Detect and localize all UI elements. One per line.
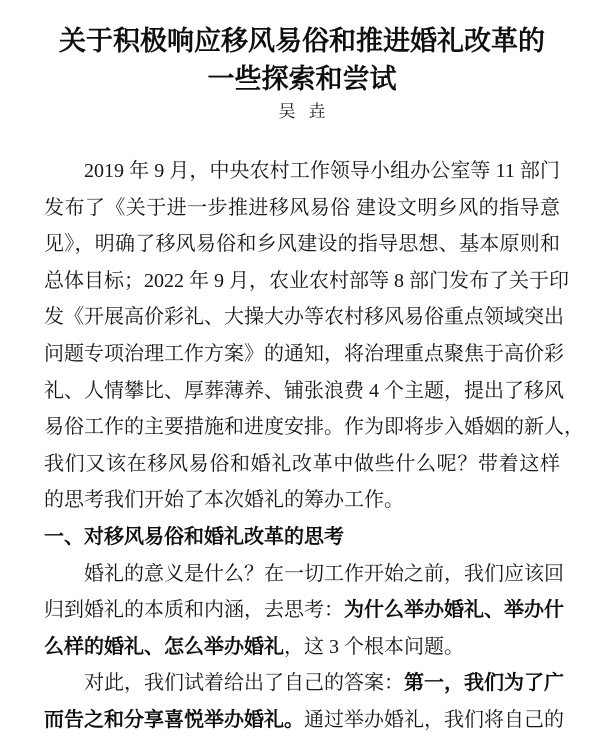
body-text-line <box>44 190 560 227</box>
body-text-line <box>44 373 564 410</box>
text-segment: 2019 年 9 月，中央农村工作领导小组办公室等 11 部门 <box>84 160 560 182</box>
paragraph <box>44 665 564 737</box>
body-text-line <box>44 482 560 519</box>
text-segment: 见》，明确了移风易俗和乡风建设的指导思想、基本原则和 <box>44 233 560 256</box>
body-text-line <box>44 446 560 483</box>
body-text-line <box>44 665 564 702</box>
body-text-line <box>44 299 564 336</box>
body-text-line <box>44 592 564 629</box>
text-segment: 问题专项治理工作方案》的通知，将治理重点聚焦于高价彩 <box>44 342 564 365</box>
bold-text-segment: 为什么举办婚礼、举办什 <box>344 599 564 622</box>
body-text-line <box>44 263 569 300</box>
bold-text-segment: 么样的婚礼、怎么举办婚礼 <box>44 635 284 658</box>
document-title <box>44 22 560 98</box>
bold-text-segment: 第一，我们为了广 <box>404 672 564 695</box>
body-text-line <box>44 226 560 263</box>
text-segment: 归到婚礼的本质和内涵，去思考： <box>44 599 344 622</box>
text-segment: 对此，我们试着给出了自己的答案： <box>84 672 404 695</box>
title-line-1: 关于积极响应移风易俗和推进婚礼改革的 <box>59 26 545 56</box>
paragraph <box>44 153 584 519</box>
heading-block <box>44 519 560 556</box>
text-segment: 的思考我们开始了本次婚礼的筹办工作。 <box>44 489 404 512</box>
title-line-2: 一些探索和尝试 <box>207 64 397 94</box>
body-text-line <box>44 702 564 737</box>
text-segment: 发布了《关于进一步推进移风易俗 建设文明乡风的指导意 <box>44 196 560 219</box>
text-segment: 婚礼的意义是什么？在一切工作开始之前，我们应该回 <box>84 562 564 585</box>
document-body <box>44 153 584 737</box>
body-text-line <box>44 336 564 373</box>
bold-text-segment: 而告之和分享喜悦举办婚礼。 <box>44 708 304 731</box>
text-segment: ，这 3 个根本问题。 <box>284 635 464 658</box>
text-segment: 礼、人情攀比、厚葬薄养、铺张浪费 4 个主题，提出了移风 <box>44 379 564 402</box>
body-text-line <box>44 629 560 666</box>
bold-text-segment: 一、对移风易俗和婚礼改革的思考 <box>44 525 344 548</box>
body-text-line <box>44 556 564 593</box>
author-name: 吴垚 <box>278 102 339 121</box>
text-segment: 总体目标；2022 年 9 月，农业农村部等 8 部门发布了关于印 <box>44 269 569 292</box>
section-heading <box>44 519 560 556</box>
text-segment: 通过举办婚礼，我们将自己的 <box>304 708 564 731</box>
paragraph <box>44 556 564 666</box>
text-segment: 易俗工作的主要措施和进度安排。作为即将步入婚姻的新人， <box>44 416 584 439</box>
text-segment: 发《开展高价彩礼、大操大办等农村移风易俗重点领域突出 <box>44 306 564 329</box>
body-text-line <box>44 409 584 446</box>
body-text-line <box>44 153 560 190</box>
text-segment: 我们又该在移风易俗和婚礼改革中做些什么呢？带着这样 <box>44 452 560 475</box>
